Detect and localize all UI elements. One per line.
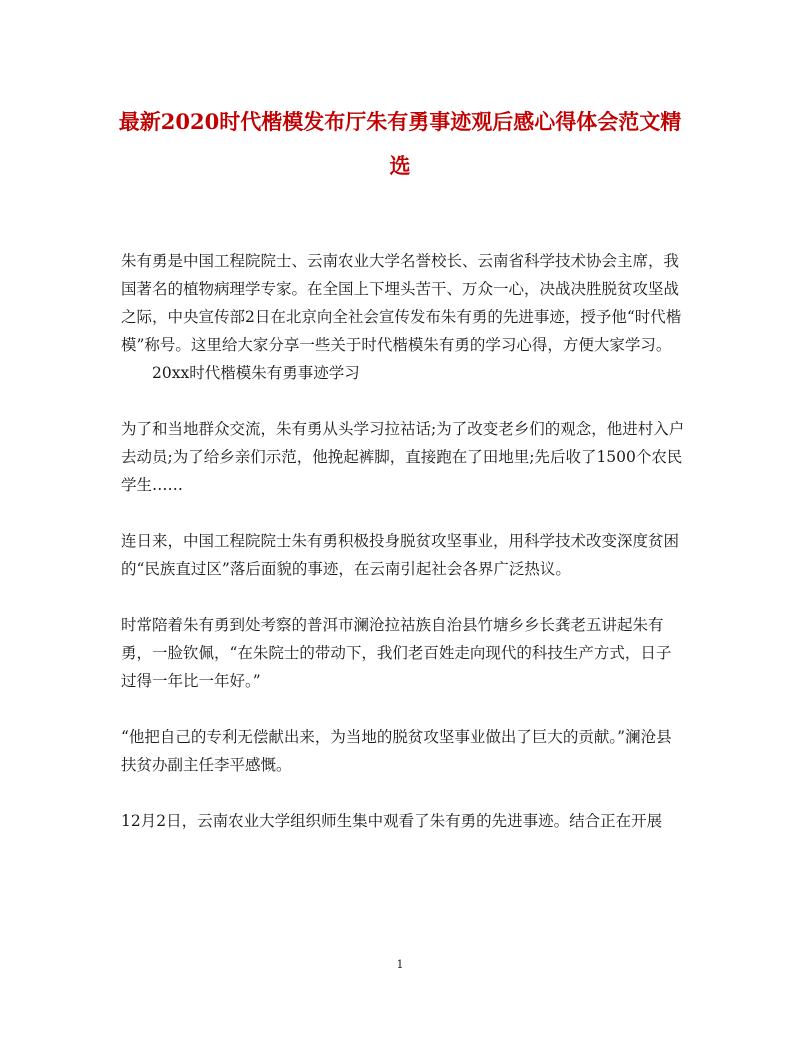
section-heading: 20xx时代楷模朱有勇事迹学习 [152,364,360,382]
body-paragraph: 时常陪着朱有勇到处考察的普洱市澜沧拉祜族自治县竹塘乡乡长龚老五讲起朱有勇，一脸钦佩，“在朱院士的带动下，我们老百姓走向现代的科技生产方式，日子过得一年比一年好。” [121,616,672,690]
body-paragraph: 12月2日，云南农业大学组织师生集中观看了朱有勇的先进事迹。结合正在开展 [121,812,663,830]
intro-paragraph: 朱有勇是中国工程院院士、云南农业大学名誉校长、云南省科学技术协会主席，我国著名的植物病理学专家。在全国上下埋头苦干、万众一心，决战决胜脱贫攻坚战之际，中央宣传部2日在北京向全社会宣传发布朱有勇的先进事迹，授予他“时代楷模”称号。这里给大家分享一些关于时代楷模朱有勇的学习心得，方便大家学习。 [121,252,682,354]
body-paragraph: “他把自己的专利无偿献出来，为当地的脱贫攻坚事业做出了巨大的贡献。”澜沧县扶贫办副主任李平感慨。 [121,728,672,774]
document-body [121,247,686,835]
body-paragraph: 连日来，中国工程院院士朱有勇积极投身脱贫攻坚事业，用科学技术改变深度贫困的“民族直过区”落后面貌的事迹，在云南引起社会各界广泛热议。 [121,532,680,578]
body-paragraph: 为了和当地群众交流，朱有勇从头学习拉祜话;为了改变老乡们的观念，他进村入户去动员;为了给乡亲们示范，他挽起裤脚，直接跑在了田地里;先后收了1500个农民学生…… [121,420,685,494]
document-title: 最新2020时代楷模发布厅朱有勇事迹观后感心得体会范文精选 [118,109,682,178]
page-number: 1 [396,958,404,971]
